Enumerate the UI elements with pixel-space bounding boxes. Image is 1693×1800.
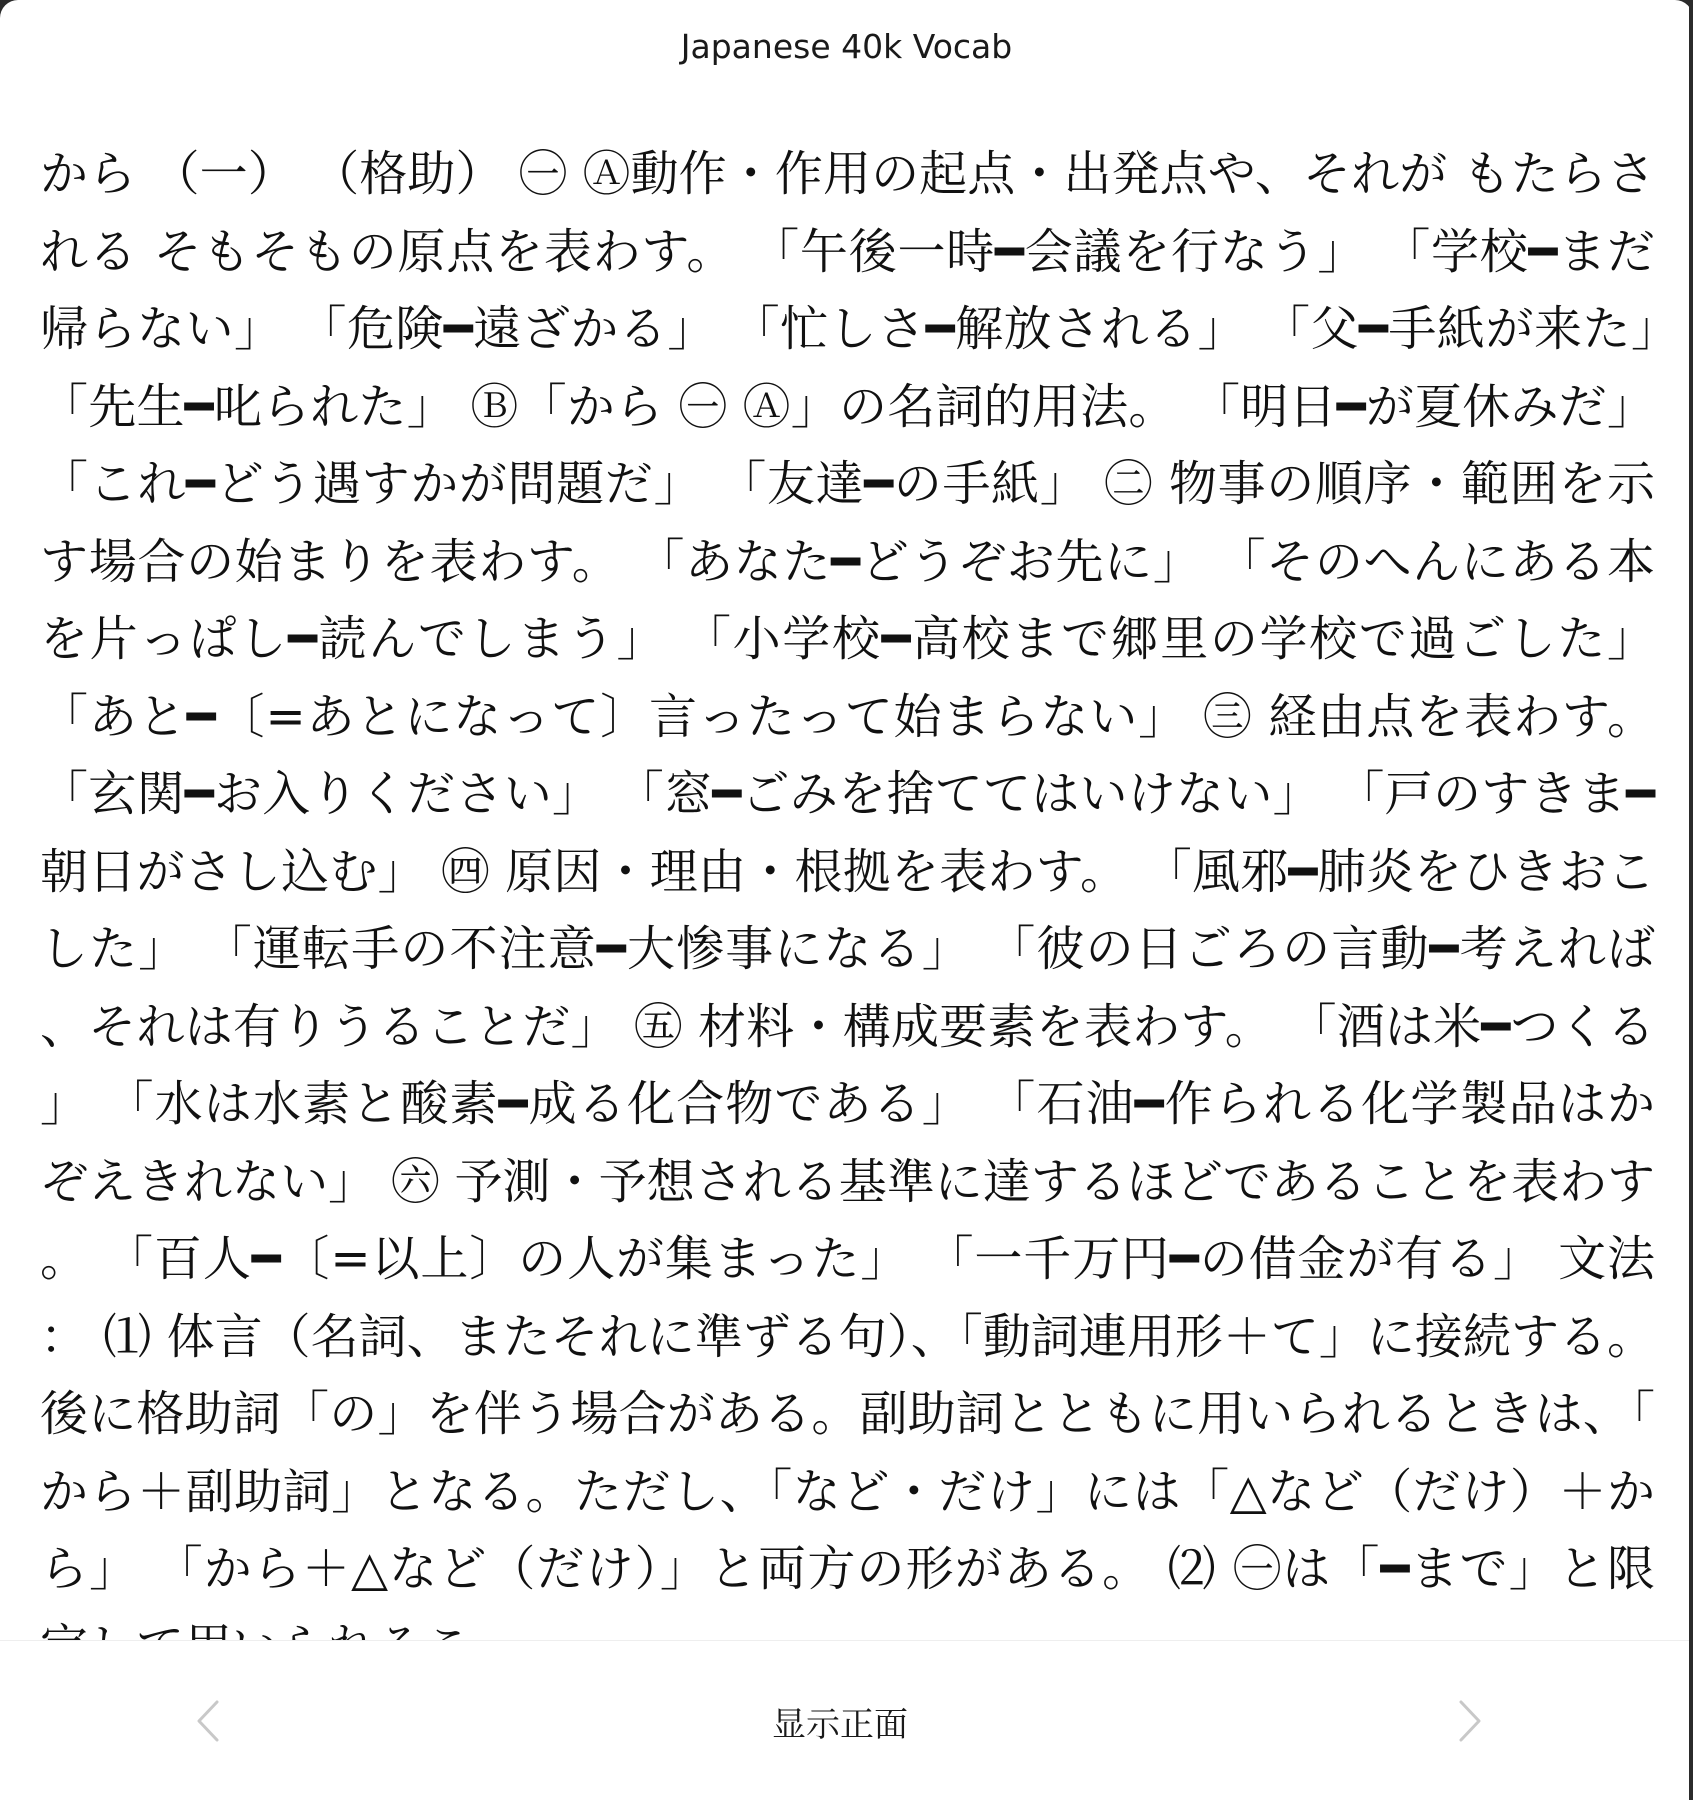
card-back-text: から （一） （格助） ㊀ Ⓐ動作・作用の起点・出発点や、それが もたらされる そもそもの原点を表わす。 「午後一時━会議を行なう」 「学校━まだ帰らない」 「危険━遠ざかる」 「忙しさ━解放される」 「父━手紙が来た」 「先生━叱られた」 Ⓑ「から ㊀ Ⓐ」の名詞的用法。 「明日━が夏休みだ」 「これ━どう遇すかが問題だ」 「友達━の手紙」 ㊁ 物事の順序・範囲を示す場合の始まりを表わす。 「あなた━どうぞお先に」 「そのへんにある本を片っぱし━読んでしまう」 「小学校━高校まで郷里の学校で過ごした」 「あと━〔=あとになって〕言ったって始まらない」 ㊂ 経由点を表わす。 「玄関━お入りください」 「窓━ごみを捨ててはいけない」 「戸のすきま━朝日がさし込む」 ㊃ 原因・理由・根拠を表わす。 「風邪━肺炎をひきおこした」 「運転手の不注意━大惨事になる」 「彼の日ごろの言動━考えれば、それは有りうることだ」 ㊄ 材料・構成要素を表わす。 「酒は米━つくる」 「水は水素と酸素━成る化合物である」 「石油━作られる化学製品はかぞえきれない」 ㊅ 予測・予想される基準に達するほどであることを表わす。 「百人━〔=以上〕の人が集まった」 「一千万円━の借金が有る」 文法： ⑴ 体言（名詞、またそれに準ずる句）、「動詞連用形＋て」に接続する。後に格助詞「の」を伴う場合がある。副助詞とともに用いられるときは、「から＋副助詞」となる。ただし、「など・だけ」には「△など（だけ）＋から」 「から＋△など（だけ）」と両方の形がある。 ⑵ ㊀は「━まで」と限 bbox=[40, 146, 1655, 1597]
window-title: Japanese 40k Vocab bbox=[680, 26, 1013, 66]
show-front-label: 显示正面 bbox=[772, 1704, 908, 1745]
title-bar bbox=[0, 0, 1693, 92]
chevron-left-icon bbox=[193, 1698, 223, 1744]
bottom-navigation-bar bbox=[0, 1640, 1693, 1800]
chevron-right-icon bbox=[1455, 1698, 1485, 1744]
previous-card-button[interactable] bbox=[168, 1681, 248, 1761]
window-edge bbox=[1689, 0, 1693, 1800]
show-front-button[interactable] bbox=[700, 1681, 980, 1761]
card-content-area[interactable] bbox=[0, 92, 1693, 1640]
next-card-button[interactable] bbox=[1430, 1681, 1510, 1761]
